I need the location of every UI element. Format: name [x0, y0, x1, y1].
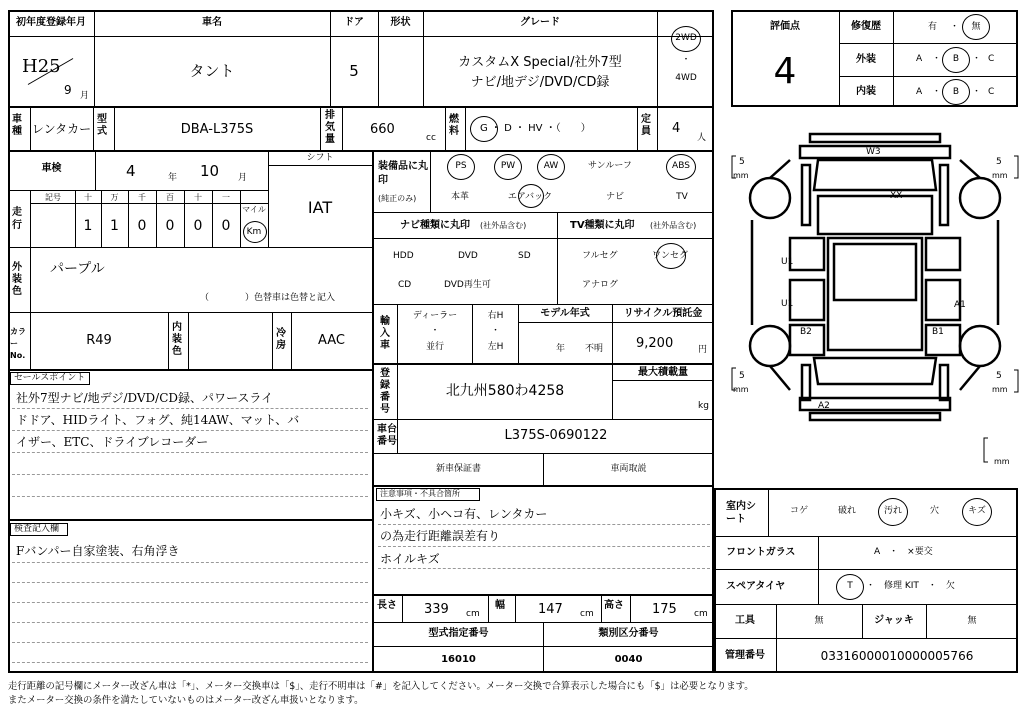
spare-rest: ・ 修理 KIT ・ 欠: [866, 581, 955, 591]
displacement-value: 660: [370, 122, 395, 137]
length-label: 長さ: [377, 600, 397, 611]
interior-a: A: [916, 87, 923, 97]
color-no-label: カラーNo.: [10, 327, 26, 360]
navi-hdd: HDD: [393, 251, 414, 261]
sales-line-1: 社外7型ナビ/地デジ/DVD/CD録、パワースライ: [16, 391, 274, 405]
car-damage-diagram: [730, 120, 1020, 475]
caution-line-1: 小キズ、小ヘコ有、レンタカー: [380, 507, 548, 521]
digit-header-4: 百: [166, 193, 174, 202]
spare-t: T: [847, 581, 853, 591]
color-change-note: （ ）色替車は色替と記入: [200, 293, 336, 303]
score-value: 4: [773, 51, 797, 92]
drive-dot: ・: [681, 55, 691, 65]
interior-color-label: 内装色: [172, 322, 182, 357]
mark-a2: A2: [818, 401, 830, 411]
footer-line-1: 走行距離の記号欄にメーター改ざん車は「*」、メーター交換車は「$」、走行不明車は「#」を記入してください。メーター交換で合算表示した場合にも「$」は必要となります。: [8, 681, 754, 692]
mileage-label: 走行: [12, 207, 22, 231]
width-label: 幅: [495, 600, 505, 611]
bracket-mm-1: mm: [733, 171, 749, 180]
import-dot-2: ・: [490, 326, 500, 336]
sales-point-label: セールスポイント: [14, 373, 86, 383]
fuel-label: 燃料: [449, 114, 459, 137]
navi-cd: CD: [398, 280, 412, 290]
import-dot-1: ・: [430, 326, 440, 336]
shaken-year-unit: 年: [168, 173, 178, 183]
recycle-label: リサイクル預託金: [623, 308, 703, 319]
equip-tv: TV: [676, 192, 688, 202]
ac-value: AAC: [318, 333, 345, 348]
mileage-digit-2: 0: [137, 218, 147, 234]
bracket-mm-3: mm: [733, 385, 749, 394]
height-unit: cm: [694, 609, 708, 619]
bracket-value-2: 5: [996, 157, 1002, 167]
import-dealer: ディーラー: [412, 311, 458, 321]
mileage-digit-3: 0: [165, 218, 175, 234]
shaken-year: 4: [126, 162, 136, 180]
import-label: 輸入車: [380, 316, 390, 351]
equip-airbag: エアバック: [507, 192, 553, 202]
tv-type-header: TV種類に丸印: [570, 220, 635, 231]
usage-label: 車種: [12, 114, 22, 137]
class-no-label: 類別区分番号: [598, 628, 659, 639]
repair-label: 修復歴: [851, 21, 881, 32]
seat-tear: 破れ: [838, 506, 857, 516]
mark-xx: XX: [890, 191, 903, 201]
digit-header-0: 記号: [45, 193, 61, 202]
seat-hole: 穴: [930, 506, 940, 516]
grade-label: グレード: [520, 17, 560, 28]
drive-4wd: 4WD: [675, 73, 697, 83]
width-value: 147: [538, 602, 563, 617]
navi-dvd-play: DVD再生可: [444, 280, 491, 290]
max-load-unit: kg: [698, 401, 709, 411]
mark-a1: A1: [954, 300, 966, 310]
caution-line-2: の為走行距離誤差有り: [380, 529, 501, 543]
shape-label: 形状: [390, 17, 411, 28]
new-car-warranty: 新車保証書: [435, 464, 481, 474]
vehicle-manual: 車両取説: [610, 464, 647, 474]
shaken-label: 車検: [41, 163, 62, 174]
recycle-value: 9,200: [636, 336, 674, 351]
mark-b2: B2: [800, 327, 812, 337]
seat-label: 室内シート: [726, 501, 756, 525]
bracket-mm-2: mm: [992, 171, 1008, 180]
model-year-label: モデル年式: [540, 308, 590, 319]
repair-yes: 有: [928, 22, 938, 32]
color-no-value: R49: [86, 333, 112, 348]
equipment-label: 装備品に丸印: [378, 161, 428, 186]
registration-label: 登録番号: [380, 368, 390, 415]
tools-value: 無: [814, 616, 824, 626]
mgmt-label: 管理番号: [725, 650, 765, 661]
jack-value: 無: [967, 616, 977, 626]
bracket-value-4: 5: [996, 371, 1002, 381]
capacity-value: 4: [672, 121, 681, 136]
interior-dot-2: ・: [972, 87, 982, 97]
drive-2wd: 2WD: [675, 33, 697, 43]
seat-dirt: 汚れ: [883, 506, 902, 516]
mileage-digit-1: 1: [110, 218, 119, 234]
digit-header-7: マイル: [242, 205, 266, 214]
digit-header-5: 十: [194, 193, 202, 202]
repair-dot: ・: [950, 22, 960, 32]
mark-u1-a: U1: [781, 257, 794, 267]
repair-no: 無: [971, 22, 981, 32]
car-name: タント: [189, 62, 235, 80]
first-reg-year: H25: [22, 56, 61, 77]
tools-label: 工具: [735, 615, 755, 626]
chassis-number: L375S-0690122: [504, 428, 608, 443]
recycle-unit: 円: [698, 345, 708, 355]
grade-line-1: カスタムX Special/社外7型: [458, 55, 622, 70]
type-no-label: 型式指定番号: [428, 628, 489, 639]
grade-line-2: ナビ/地デジ/DVD/CD録: [470, 75, 610, 90]
exterior-dot-2: ・: [972, 54, 982, 64]
chassis-label: 車台番号: [377, 424, 397, 447]
month-unit: 月: [80, 91, 90, 101]
model-label: 型式: [97, 114, 107, 137]
shift-label: シフト: [306, 153, 334, 163]
mileage-digit-4: 0: [193, 218, 203, 234]
navi-dvd: DVD: [458, 251, 478, 261]
interior-b: B: [952, 87, 960, 97]
height-value: 175: [652, 602, 677, 617]
digit-header-6: 一: [222, 193, 230, 202]
score-label: 評価点: [770, 21, 800, 32]
tv-analog: アナログ: [582, 280, 619, 290]
interior-grade-label: 内装: [856, 86, 876, 97]
equip-aw: AW: [543, 161, 559, 171]
displacement-label: 排気量: [325, 110, 335, 145]
shaken-month-unit: 月: [238, 173, 248, 183]
mgmt-value: 03316000010000005766: [820, 649, 974, 663]
mark-w3: W3: [866, 147, 881, 157]
exterior-c: C: [988, 54, 995, 64]
digit-header-2: 万: [110, 193, 119, 202]
inspection-line-1: Fバンパー自家塗装、右角浮き: [16, 544, 180, 558]
height-label: 高さ: [604, 600, 624, 611]
model-year-unknown: 不明: [585, 344, 604, 354]
ac-label: 冷房: [276, 328, 286, 351]
exterior-color-label: 外装色: [12, 262, 22, 297]
length-value: 339: [424, 602, 449, 617]
tv-oneseg: ワンセグ: [652, 251, 689, 261]
equip-pw: PW: [500, 161, 516, 171]
interior-c: C: [988, 87, 995, 97]
mileage-digit-0: 1: [83, 218, 93, 234]
exterior-a: A: [916, 54, 923, 64]
registration-number: 北九州580わ4258: [445, 383, 565, 399]
equip-ps: PS: [455, 161, 467, 171]
equip-abs: ABS: [672, 161, 690, 171]
footer-line-2: またメーター交換の条件を満たしていないものはメーター改ざん車扱いとなります。: [8, 695, 364, 706]
capacity-unit: 人: [697, 133, 707, 143]
equip-sunroof: サンルーフ: [588, 161, 632, 171]
width-unit: cm: [580, 609, 594, 619]
max-load-label: 最大積載量: [638, 367, 688, 378]
seat-burn: コゲ: [790, 506, 809, 516]
bracket-value-3: 5: [739, 371, 745, 381]
caution-label: 注意事項・不具合箇所: [380, 489, 460, 498]
exterior-color-value: パープル: [50, 261, 105, 277]
caution-line-3: ホイルキズ: [380, 552, 440, 566]
navi-type-header: ナビ種類に丸印: [400, 220, 470, 231]
exterior-grade-label: 外装: [856, 54, 876, 65]
windshield-value: A ・ ×要交: [874, 547, 933, 557]
displacement-unit: cc: [426, 133, 436, 143]
car-name-label: 車名: [202, 17, 222, 28]
bracket-mm-5: mm: [994, 457, 1010, 466]
bracket-mm-4: mm: [992, 385, 1008, 394]
fuel-options: G ・ D ・ HV ・（ ）: [480, 123, 591, 134]
first-reg-label: 初年度登録年月: [16, 17, 86, 28]
sales-line-3: イザー、ETC、ドライブレコーダー: [16, 435, 209, 449]
type-no-value: 16010: [441, 654, 476, 665]
exterior-b: B: [952, 54, 960, 64]
equip-leather: 本革: [450, 192, 469, 202]
mark-u1-b: U1: [781, 299, 794, 309]
class-no-value: 0040: [614, 654, 643, 665]
import-lh: 左H: [487, 342, 504, 352]
navi-type-sub: (社外品含む): [480, 221, 527, 230]
mark-b1: B1: [932, 327, 944, 337]
shift-value: IAT: [307, 198, 333, 217]
exterior-dot-1: ・: [932, 54, 942, 64]
equip-navi: ナビ: [605, 192, 624, 202]
windshield-label: フロントガラス: [726, 547, 796, 558]
import-rh: 右H: [487, 311, 504, 321]
digit-header-3: 千: [138, 193, 146, 202]
tv-type-sub: (社外品含む): [650, 221, 697, 230]
import-parallel: 並行: [425, 342, 444, 352]
model-value: DBA-L375S: [180, 122, 254, 137]
seat-scratch: キズ: [968, 506, 986, 516]
doors-label: ドア: [344, 17, 364, 28]
km-label: Km: [246, 227, 262, 237]
digit-header-1: 十: [84, 193, 92, 202]
capacity-label: 定員: [641, 114, 651, 137]
navi-sd: SD: [518, 251, 531, 261]
first-reg-month: 9: [64, 83, 72, 97]
sales-line-2: ドドア、HIDライト、フォグ、純14AW、マット、バ: [16, 413, 300, 427]
mileage-digit-5: 0: [221, 218, 231, 234]
equipment-sub: (純正のみ): [378, 194, 417, 203]
doors-value: 5: [349, 62, 359, 80]
model-year-unit: 年: [556, 344, 566, 354]
length-unit: cm: [466, 609, 480, 619]
inspection-notes-label: 検査記入欄: [14, 524, 60, 534]
spare-label: スペアタイヤ: [726, 581, 786, 592]
interior-dot-1: ・: [932, 87, 942, 97]
bracket-value-1: 5: [739, 157, 745, 167]
usage-value: レンタカー: [31, 122, 92, 136]
shaken-month: 10: [200, 162, 220, 180]
jack-label: ジャッキ: [874, 615, 914, 626]
tv-fullseg: フルセグ: [582, 251, 618, 261]
